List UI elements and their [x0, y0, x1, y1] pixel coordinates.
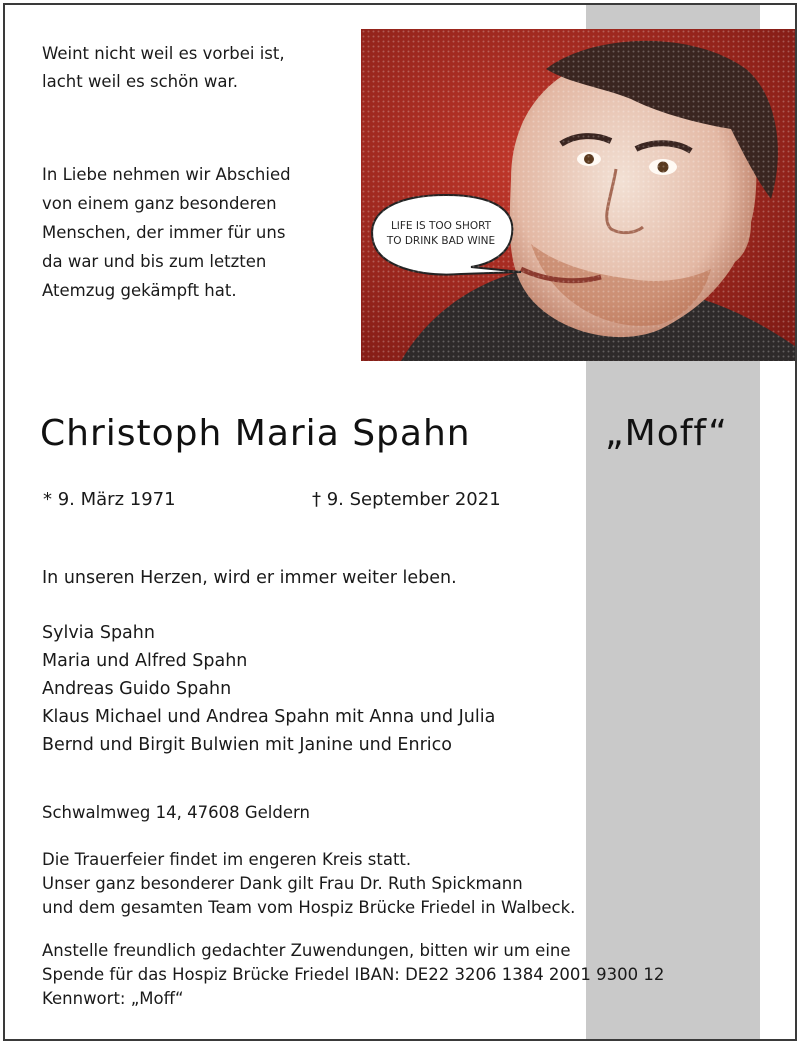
death-date: † 9. September 2021 [312, 489, 501, 510]
family-address: Schwalmweg 14, 47608 Geldern [42, 803, 310, 822]
funeral-line: Unser ganz besonderer Dank gilt Frau Dr. Ruth Spickmann [42, 874, 523, 893]
funeral-line: Die Trauerfeier findet im engeren Kreis statt. [42, 850, 412, 869]
farewell-text [42, 160, 291, 305]
farewell-line: von einem ganz besonderen [42, 194, 277, 213]
farewell-line: In Liebe nehmen wir Abschied [42, 165, 291, 184]
deceased-name: Christoph Maria Spahn [40, 413, 471, 454]
family-member: Bernd und Birgit Bulwien mit Janine und Enrico [42, 735, 452, 755]
family-list [42, 619, 495, 759]
family-member: Sylvia Spahn [42, 623, 155, 643]
farewell-line: Atemzug gekämpft hat. [42, 281, 237, 300]
farewell-line: da war und bis zum letzten [42, 252, 267, 271]
obituary-notice [3, 3, 797, 1041]
donation-note [42, 939, 664, 1011]
family-member: Maria und Alfred Spahn [42, 651, 248, 671]
birth-date: * 9. März 1971 [43, 489, 176, 510]
donation-line: Anstelle freundlich gedachter Zuwendungen, bitten wir um eine [42, 941, 571, 960]
portrait-photo [361, 29, 797, 361]
memorial-quote [42, 40, 285, 96]
memorial-motto: In unseren Herzen, wird er immer weiter leben. [42, 568, 457, 588]
deceased-nickname: „Moff“ [605, 413, 728, 454]
donation-line: Kennwort: „Moff“ [42, 989, 184, 1008]
farewell-line: Menschen, der immer für uns [42, 223, 286, 242]
funeral-line: und dem gesamten Team vom Hospiz Brücke Friedel in Walbeck. [42, 898, 576, 917]
family-member: Andreas Guido Spahn [42, 679, 232, 699]
quote-line: Weint nicht weil es vorbei ist, [42, 44, 285, 63]
family-member: Klaus Michael und Andrea Spahn mit Anna und Julia [42, 707, 496, 727]
funeral-note [42, 848, 575, 920]
donation-line: Spende für das Hospiz Brücke Friedel IBAN: DE22 3206 1384 2001 9300 12 [42, 965, 665, 984]
quote-line: lacht weil es schön war. [42, 72, 239, 91]
